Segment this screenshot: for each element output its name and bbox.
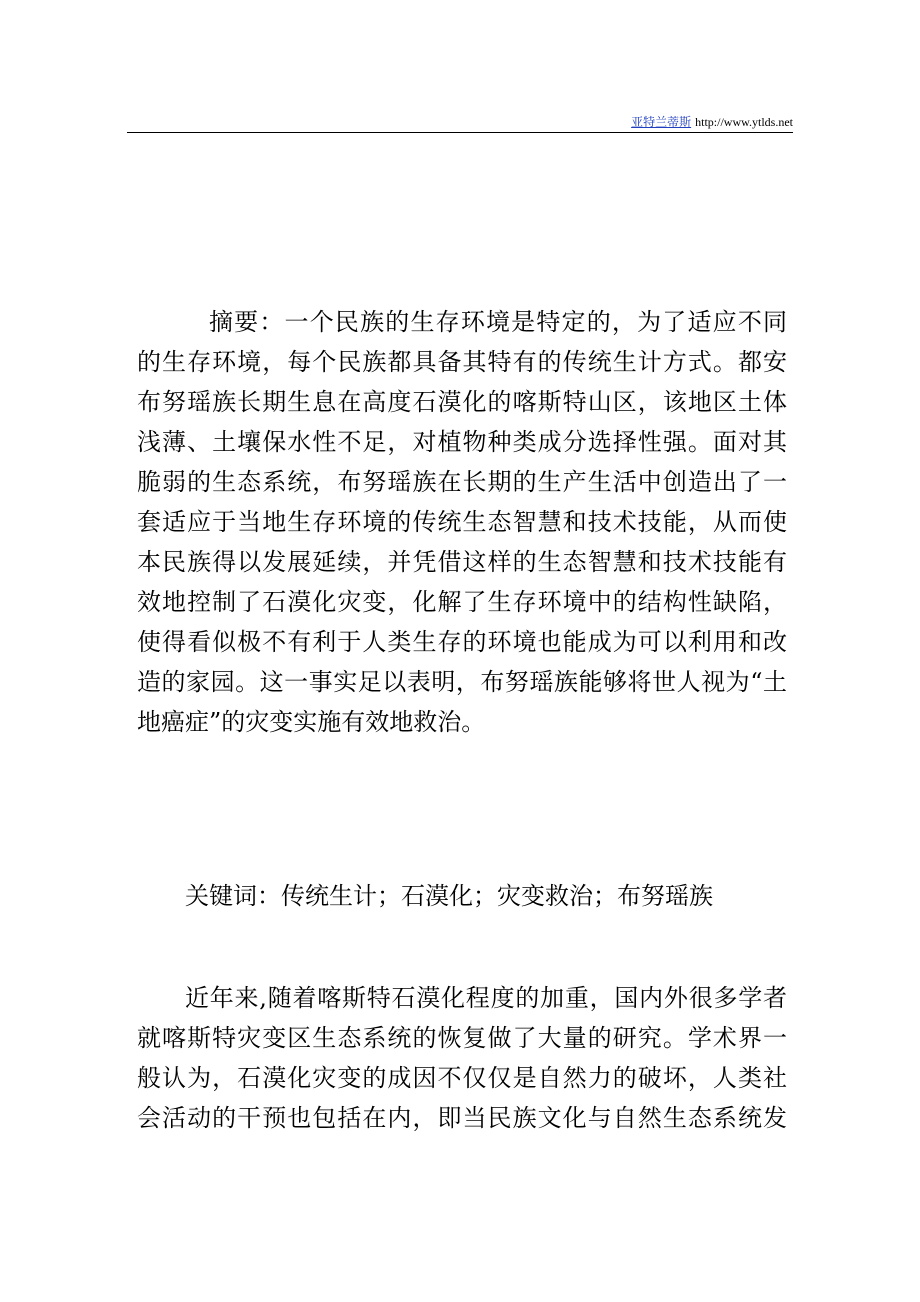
- abstract-line: 脆弱的生态系统，布努瑶族在长期的生产生活中创造出了一: [137, 468, 787, 496]
- intro-paragraph: [137, 978, 787, 1178]
- abstract-line: 地癌症”的灾变实施有效地救治。: [137, 708, 486, 736]
- abstract-line: 布努瑶族长期生息在高度石漠化的喀斯特山区，该地区土体: [137, 388, 787, 416]
- keywords-paragraph: [137, 876, 787, 916]
- intro-line: 般认为，石漠化灾变的成因不仅仅是自然力的破坏，人类社: [137, 1064, 787, 1092]
- abstract-line: 效地控制了石漠化灾变，化解了生存环境中的结构性缺陷，: [137, 588, 787, 616]
- abstract-line: 本民族得以发展延续，并凭借这样的生态智慧和技术技能有: [137, 548, 787, 576]
- intro-line: 会活动的干预也包括在内，即当民族文化与自然生态系统发: [137, 1104, 787, 1132]
- abstract-line: 浅薄、土壤保水性不足，对植物种类成分选择性强。面对其: [137, 428, 787, 456]
- abstract-line: 摘要：一个民族的生存环境是特定的，为了适应不同: [209, 308, 787, 336]
- header-divider: [127, 132, 793, 133]
- abstract-line: 造的家园。这一事实足以表明，布努瑶族能够将世人视为“土: [137, 668, 787, 696]
- site-name-link[interactable]: 亚特兰蒂斯: [631, 115, 692, 129]
- abstract-line: 使得看似极不有利于人类生存的环境也能成为可以利用和改: [137, 628, 787, 656]
- site-url: http://www.ytlds.net: [695, 115, 793, 129]
- page-header: [127, 112, 793, 132]
- abstract-line: 套适应于当地生存环境的传统生态智慧和技术技能，从而使: [137, 508, 787, 536]
- intro-line: 就喀斯特灾变区生态系统的恢复做了大量的研究。学术界一: [137, 1024, 787, 1052]
- abstract-line: 的生存环境，每个民族都具备其特有的传统生计方式。都安: [137, 348, 787, 376]
- keywords-line: 关键词：传统生计；石漠化；灾变救治；布努瑶族: [185, 882, 713, 910]
- intro-line: 近年来,随着喀斯特石漠化程度的加重，国内外很多学者: [185, 984, 787, 1012]
- abstract-paragraph: [137, 302, 787, 822]
